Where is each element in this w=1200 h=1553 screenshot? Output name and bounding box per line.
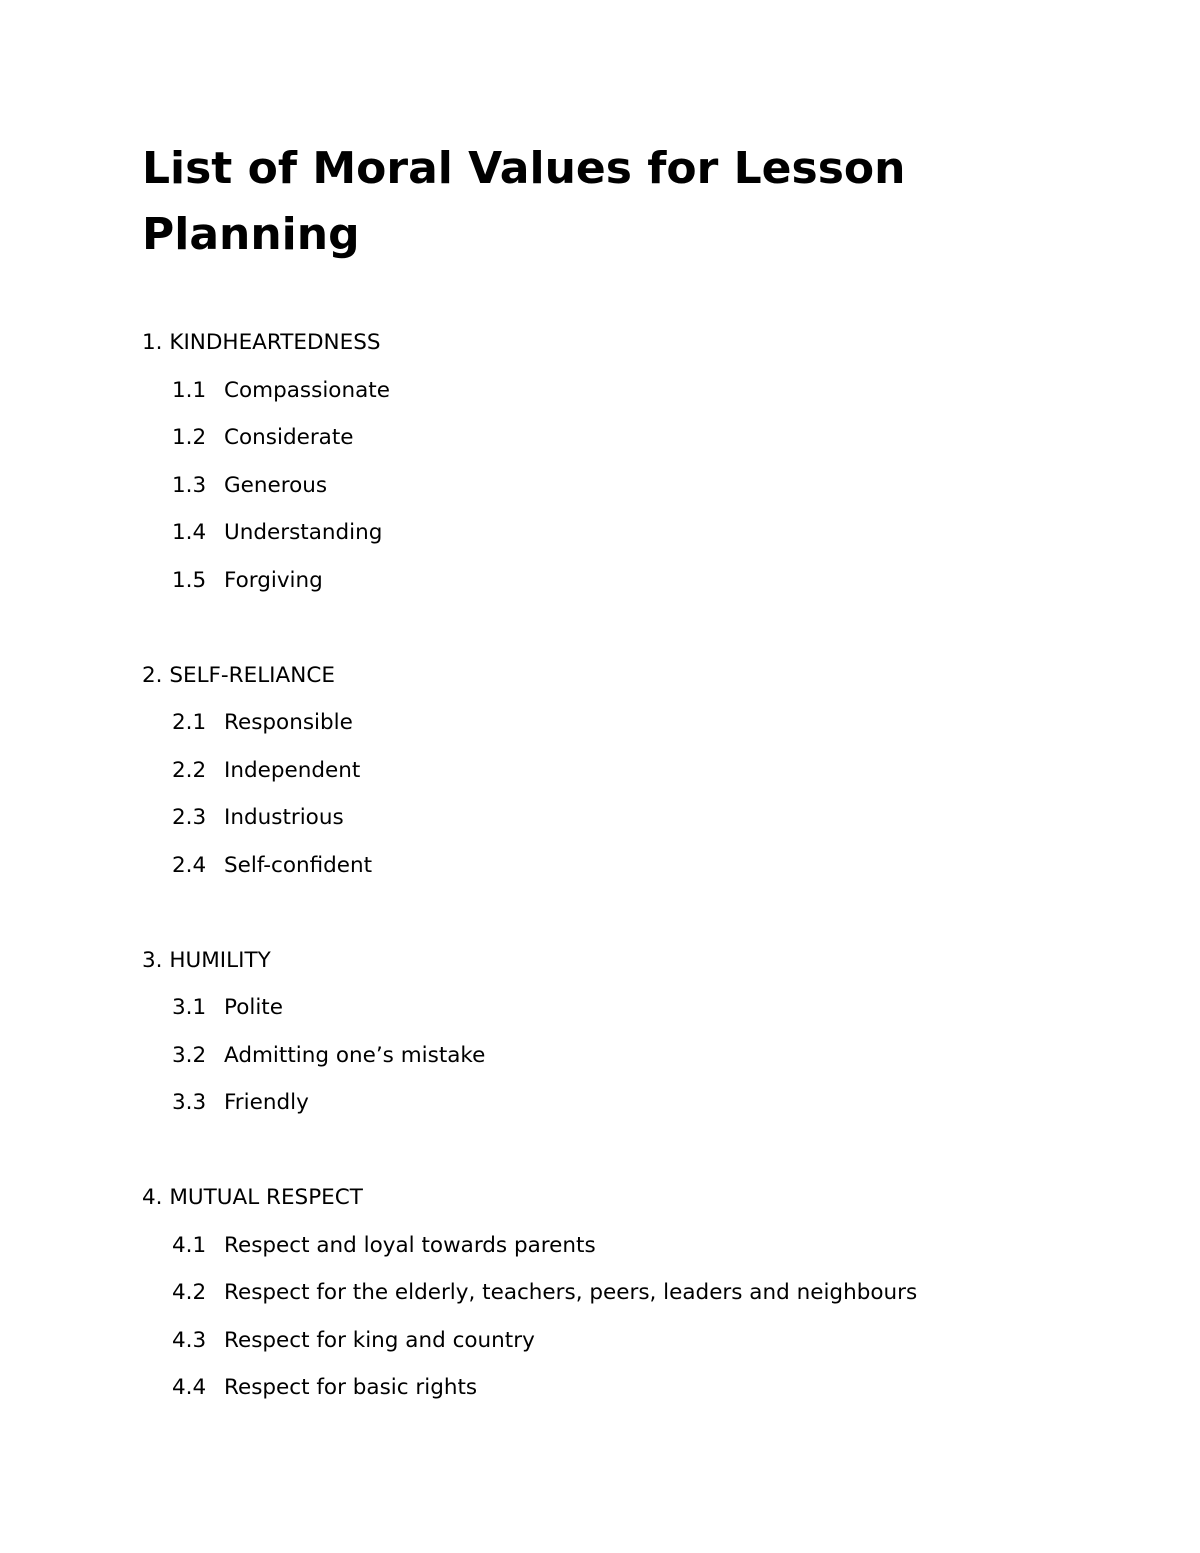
item-text: Respect for king and country (224, 1327, 535, 1353)
item-text: Understanding (224, 520, 383, 545)
section-heading: 2. SELF-RELIANCE (142, 662, 335, 688)
item-text: Independent (224, 757, 361, 783)
item-number: 1.2 (172, 425, 207, 450)
item-number: 1.4 (172, 520, 207, 545)
item-number: 4.1 (172, 1232, 207, 1258)
item-number: 2.3 (172, 805, 207, 830)
list-item (142, 984, 1142, 1032)
item-text: Generous (224, 472, 328, 498)
item-number: 1.3 (172, 472, 207, 498)
list-item (142, 1269, 1142, 1317)
item-number: 1.5 (172, 567, 207, 593)
item-text: Forgiving (224, 567, 323, 593)
list-item (142, 509, 1142, 557)
item-number: 4.3 (172, 1327, 207, 1353)
item-number: 4.4 (172, 1375, 207, 1400)
item-number: 2.1 (172, 710, 207, 735)
item-text: Friendly (224, 1090, 309, 1115)
item-number: 3.1 (172, 995, 207, 1020)
item-text: Self-confident (224, 852, 373, 878)
list-item (142, 1222, 1142, 1270)
item-number: 4.2 (172, 1280, 207, 1305)
item-text: Respect and loyal towards parents (224, 1232, 596, 1258)
list-item (142, 1079, 1142, 1127)
item-text: Respect for the elderly, teachers, peers, leaders and neighbours (224, 1280, 918, 1305)
section-heading: 1. KINDHEARTEDNESS (142, 330, 381, 355)
list-item (142, 1317, 1142, 1365)
item-number: 3.2 (172, 1042, 207, 1068)
item-text: Responsible (224, 710, 353, 735)
section (142, 319, 1142, 604)
item-text: Respect for basic rights (224, 1375, 478, 1400)
list-item (142, 557, 1142, 605)
item-text: Compassionate (224, 377, 390, 403)
list-item (142, 367, 1142, 415)
item-text: Admitting one’s mistake (224, 1042, 486, 1068)
item-text: Considerate (224, 425, 354, 450)
item-number: 1.1 (172, 377, 207, 403)
list-item (142, 747, 1142, 795)
list-item (142, 794, 1142, 842)
list-item (142, 842, 1142, 890)
section (142, 937, 1142, 1127)
item-text: Polite (224, 995, 283, 1020)
section-heading: 4. MUTUAL RESPECT (142, 1185, 363, 1210)
list-item (142, 1364, 1142, 1412)
list-item (142, 462, 1142, 510)
item-number: 2.2 (172, 757, 207, 783)
item-text: Industrious (224, 805, 344, 830)
document-title: List of Moral Values for Lesson Planning (142, 143, 906, 260)
moral-values-list (142, 319, 1142, 1459)
section (142, 1174, 1142, 1412)
list-item (142, 414, 1142, 462)
list-item (142, 699, 1142, 747)
item-number: 3.3 (172, 1090, 207, 1115)
item-number: 2.4 (172, 852, 207, 878)
list-item (142, 1032, 1142, 1080)
section-heading: 3. HUMILITY (142, 947, 271, 973)
section (142, 652, 1142, 890)
